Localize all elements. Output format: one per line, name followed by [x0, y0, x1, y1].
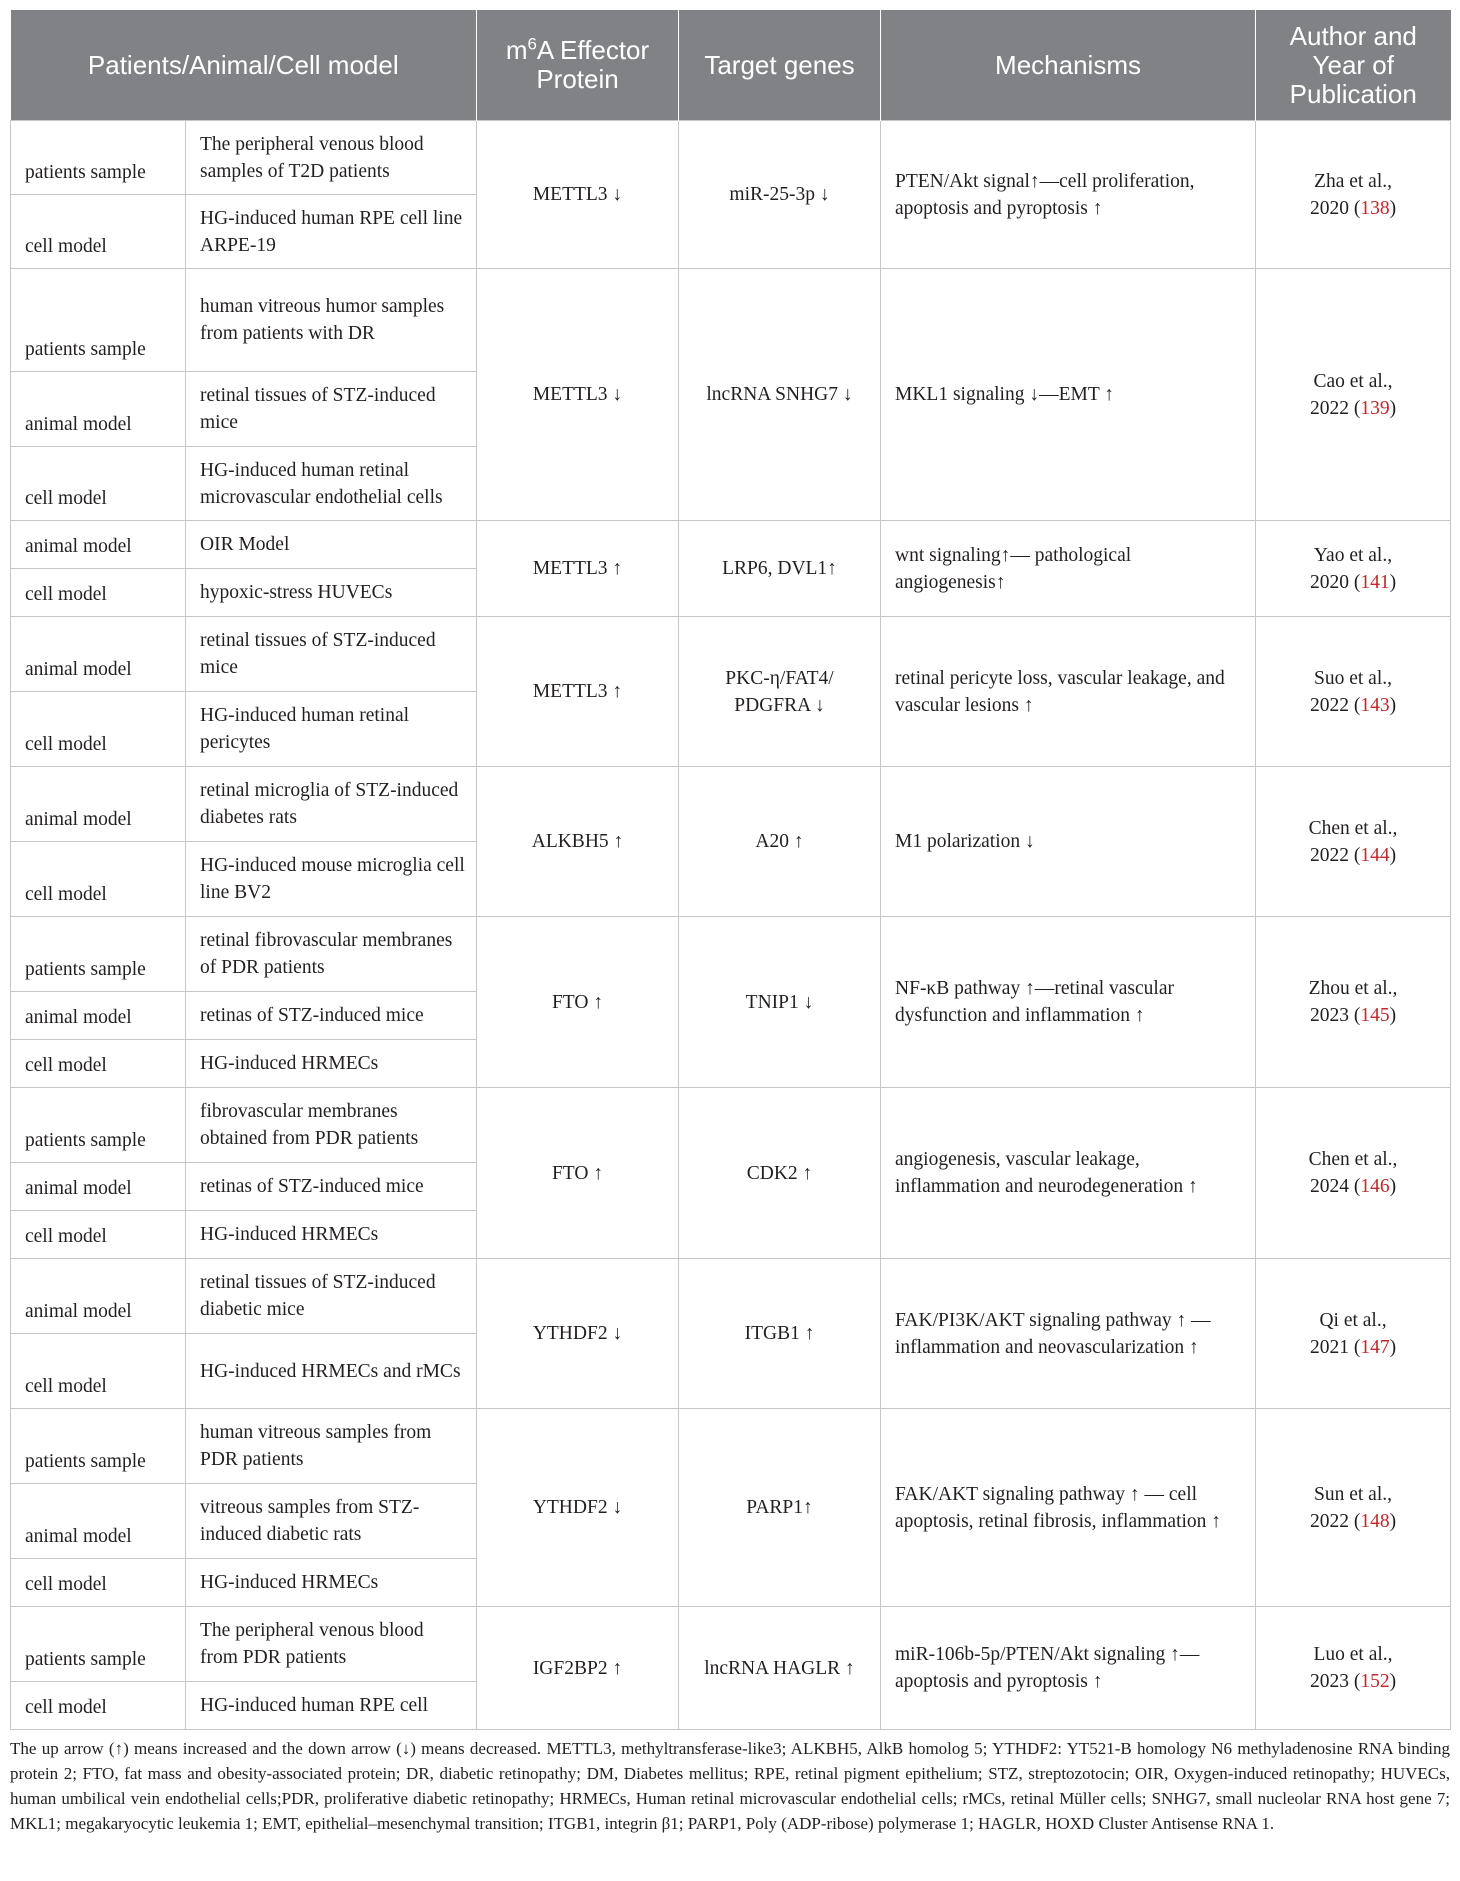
target-genes-cell: PARP1↑ — [679, 1409, 881, 1607]
effector-protein-cell: METTL3 ↓ — [477, 121, 679, 269]
author-year-cell: Chen et al., 2022 (144) — [1256, 767, 1451, 917]
model-type-cell: animal model — [11, 1163, 186, 1211]
table-row — [11, 767, 1451, 842]
publication-year: 2024 — [1309, 1176, 1349, 1197]
target-genes-cell: ITGB1 ↑ — [679, 1259, 881, 1409]
model-type-cell: cell model — [11, 1682, 186, 1730]
table-container — [10, 10, 1450, 1853]
model-description-cell: vitreous samples from STZ-induced diabetic rats — [186, 1484, 477, 1559]
reference-link[interactable]: 139 — [1360, 397, 1390, 419]
mechanism-cell: NF-κB pathway ↑—retinal vascular dysfunction and inflammation ↑ — [881, 917, 1256, 1088]
author-name: Suo et al., — [1314, 667, 1393, 689]
model-description-cell: HG-induced human retinal microvascular endothelial cells — [186, 447, 477, 521]
model-description-cell: HG-induced human retinal pericytes — [186, 692, 477, 767]
model-type-cell: cell model — [11, 1559, 186, 1607]
model-type-cell: patients sample — [11, 1088, 186, 1163]
model-type-cell: cell model — [11, 1211, 186, 1259]
target-genes-cell: lncRNA HAGLR ↑ — [679, 1607, 881, 1730]
publication-year: 2022 — [1309, 1510, 1349, 1532]
model-type-cell: patients sample — [11, 1607, 186, 1682]
author-year-cell: Zhou et al., 2023 (145) — [1256, 917, 1451, 1088]
reference-link[interactable]: 148 — [1360, 1510, 1390, 1532]
mechanism-cell: retinal pericyte loss, vascular leakage, and vascular lesions ↑ — [881, 617, 1256, 767]
publication-year: 2023 — [1309, 1005, 1349, 1026]
model-description-cell: retinas of STZ-induced mice — [186, 1163, 477, 1211]
model-type-cell: cell model — [11, 569, 186, 617]
mechanism-cell: PTEN/Akt signal↑—cell proliferation, apoptosis and pyroptosis ↑ — [881, 121, 1256, 269]
publication-year: 2022 — [1309, 844, 1349, 866]
mechanism-cell: M1 polarization ↓ — [881, 767, 1256, 917]
reference-link[interactable]: 145 — [1360, 1005, 1390, 1026]
header-protein-prefix: m — [505, 35, 528, 65]
model-description-cell: retinal tissues of STZ-induced mice — [186, 372, 477, 447]
table-row — [11, 1607, 1451, 1682]
author-year-cell: Sun et al., 2022 (148) — [1256, 1409, 1451, 1607]
effector-protein-cell: YTHDF2 ↓ — [477, 1259, 679, 1409]
table-header-row — [11, 10, 1451, 121]
model-description-cell: retinal tissues of STZ-induced mice — [186, 617, 477, 692]
model-description-cell: retinas of STZ-induced mice — [186, 992, 477, 1040]
model-type-cell: animal model — [11, 521, 186, 569]
target-genes-cell: TNIP1 ↓ — [679, 917, 881, 1088]
effector-protein-cell: METTL3 ↑ — [477, 521, 679, 617]
model-type-cell: cell model — [11, 1334, 186, 1409]
header-mechanisms: Mechanisms — [881, 10, 1256, 121]
table-row — [11, 1088, 1451, 1163]
table-row — [11, 121, 1451, 195]
header-targets: Target genes — [679, 10, 881, 121]
author-name: Luo et al., — [1313, 1644, 1393, 1665]
model-description-cell: retinal microglia of STZ-induced diabetes rats — [186, 767, 477, 842]
author-name: Qi et al., — [1319, 1309, 1387, 1331]
mechanism-cell: FAK/AKT signaling pathway ↑ — cell apoptosis, retinal fibrosis, inflammation ↑ — [881, 1409, 1256, 1607]
effector-protein-cell: FTO ↑ — [477, 917, 679, 1088]
model-description-cell: HG-induced human RPE cell line ARPE-19 — [186, 195, 477, 269]
model-type-cell: cell model — [11, 195, 186, 269]
model-type-cell: patients sample — [11, 121, 186, 195]
model-description-cell: HG-induced mouse microglia cell line BV2 — [186, 842, 477, 917]
author-year-cell: Suo et al., 2022 (143) — [1256, 617, 1451, 767]
target-genes-cell: CDK2 ↑ — [679, 1088, 881, 1259]
model-type-cell: patients sample — [11, 1409, 186, 1484]
header-protein-sup: 6 — [527, 34, 537, 54]
publication-year: 2022 — [1309, 694, 1349, 716]
model-type-cell: patients sample — [11, 917, 186, 992]
model-description-cell: HG-induced HRMECs — [186, 1559, 477, 1607]
author-name: Zha et al., — [1314, 170, 1392, 192]
reference-link[interactable]: 143 — [1360, 694, 1390, 716]
table-footnote: The up arrow (↑) means increased and the down arrow (↓) means decreased. METTL3, methyltransferase-like3; ALKBH5, AlkB homolog 5; YTHDF2: YT521-B homology N6 methyladenosine RNA binding protein 2; FTO, fat mass and obesity-associated protein; DR, diabetic retinopathy; DM, Diabetes mellitus; RPE, retinal pigment epithelium; STZ, streptozotocin; OIR, Oxygen-induced retinopathy; HUVECs, human umbilical vein endothelial cells;PDR, proliferative diabetic retinopathy; HRMECs, Human retinal microvascular endothelial cells; rMCs, retinal Müller cells; SNHG7, small nucleolar RNA host gene 7; MKL1; megakaryocytic leukemia 1; EMT, epithelial–mesenchymal transition; ITGB1, integrin β1; PARP1, Poly (ADP-ribose) polymerase 1; HAGLR, HOXD Cluster Antisense RNA 1. — [10, 1739, 1450, 1833]
reference-link[interactable]: 147 — [1360, 1336, 1390, 1358]
author-year-cell: Yao et al., 2020 (141) — [1256, 521, 1451, 617]
author-name: Cao et al., — [1313, 370, 1393, 392]
reference-link[interactable]: 138 — [1360, 197, 1390, 219]
model-description-cell: HG-induced HRMECs and rMCs — [186, 1334, 477, 1409]
header-author: Author and Year of Publication — [1256, 10, 1451, 121]
table-row — [11, 617, 1451, 692]
mechanism-cell: MKL1 signaling ↓—EMT ↑ — [881, 269, 1256, 521]
model-type-cell: cell model — [11, 692, 186, 767]
model-type-cell: animal model — [11, 767, 186, 842]
model-description-cell: HG-induced HRMECs — [186, 1040, 477, 1088]
mechanism-cell: miR-106b-5p/PTEN/Akt signaling ↑— apoptosis and pyroptosis ↑ — [881, 1607, 1256, 1730]
model-description-cell: human vitreous samples from PDR patients — [186, 1409, 477, 1484]
author-name: Chen et al., — [1308, 817, 1398, 839]
effector-protein-cell: METTL3 ↓ — [477, 269, 679, 521]
table-row — [11, 521, 1451, 569]
model-description-cell: retinal fibrovascular membranes of PDR patients — [186, 917, 477, 992]
effector-protein-cell: ALKBH5 ↑ — [477, 767, 679, 917]
reference-link[interactable]: 144 — [1360, 844, 1390, 866]
publication-year: 2020 — [1309, 571, 1349, 593]
author-name: Chen et al., — [1308, 1149, 1398, 1170]
model-description-cell: The peripheral venous blood from PDR patients — [186, 1607, 477, 1682]
model-type-cell: cell model — [11, 842, 186, 917]
model-type-cell: animal model — [11, 992, 186, 1040]
reference-link[interactable]: 141 — [1360, 571, 1390, 593]
author-year-cell: Qi et al., 2021 (147) — [1256, 1259, 1451, 1409]
author-year-cell: Luo et al., 2023 (152) — [1256, 1607, 1451, 1730]
author-year-cell: Chen et al., 2024 (146) — [1256, 1088, 1451, 1259]
effector-protein-cell: METTL3 ↑ — [477, 617, 679, 767]
mechanism-cell: wnt signaling↑— pathological angiogenesis↑ — [881, 521, 1256, 617]
target-genes-cell: PKC-η/FAT4/ PDGFRA ↓ — [679, 617, 881, 767]
model-description-cell: fibrovascular membranes obtained from PDR patients — [186, 1088, 477, 1163]
table-row — [11, 917, 1451, 992]
target-genes-cell: lncRNA SNHG7 ↓ — [679, 269, 881, 521]
publication-year: 2021 — [1309, 1336, 1349, 1358]
header-model: Patients/Animal/Cell model — [11, 10, 477, 121]
reference-link[interactable]: 146 — [1360, 1176, 1390, 1197]
model-description-cell: The peripheral venous blood samples of T2D patients — [186, 121, 477, 195]
table-body — [11, 121, 1451, 1730]
table-row — [11, 269, 1451, 372]
model-type-cell: animal model — [11, 1259, 186, 1334]
effector-protein-cell: YTHDF2 ↓ — [477, 1409, 679, 1607]
model-description-cell: OIR Model — [186, 521, 477, 569]
effector-protein-cell: FTO ↑ — [477, 1088, 679, 1259]
effector-protein-cell: IGF2BP2 ↑ — [477, 1607, 679, 1730]
publication-year: 2020 — [1309, 197, 1349, 219]
model-description-cell: hypoxic-stress HUVECs — [186, 569, 477, 617]
reference-link[interactable]: 152 — [1360, 1671, 1390, 1692]
publication-year: 2023 — [1309, 1671, 1349, 1692]
model-type-cell: cell model — [11, 1040, 186, 1088]
author-name: Sun et al., — [1314, 1483, 1393, 1505]
model-type-cell: animal model — [11, 372, 186, 447]
header-protein — [477, 10, 679, 121]
mechanism-cell: angiogenesis, vascular leakage, inflammation and neurodegeneration ↑ — [881, 1088, 1256, 1259]
model-description-cell: retinal tissues of STZ-induced diabetic mice — [186, 1259, 477, 1334]
model-description-cell: HG-induced human RPE cell — [186, 1682, 477, 1730]
table-row — [11, 1409, 1451, 1484]
publication-year: 2022 — [1309, 397, 1349, 419]
header-protein-suffix: A Effector Protein — [536, 35, 650, 94]
table-row — [11, 1259, 1451, 1334]
mechanism-cell: FAK/PI3K/AKT signaling pathway ↑ — inflammation and neovascularization ↑ — [881, 1259, 1256, 1409]
model-type-cell: animal model — [11, 1484, 186, 1559]
author-year-cell: Cao et al., 2022 (139) — [1256, 269, 1451, 521]
target-genes-cell: miR-25-3p ↓ — [679, 121, 881, 269]
author-name: Zhou et al., — [1308, 978, 1398, 999]
target-genes-cell: A20 ↑ — [679, 767, 881, 917]
author-year-cell: Zha et al., 2020 (138) — [1256, 121, 1451, 269]
m6a-effector-table — [10, 10, 1451, 1730]
model-description-cell: human vitreous humor samples from patients with DR — [186, 269, 477, 372]
model-type-cell: animal model — [11, 617, 186, 692]
author-name: Yao et al., — [1313, 544, 1393, 566]
model-type-cell: patients sample — [11, 269, 186, 372]
target-genes-cell: LRP6, DVL1↑ — [679, 521, 881, 617]
model-description-cell: HG-induced HRMECs — [186, 1211, 477, 1259]
model-type-cell: cell model — [11, 447, 186, 521]
